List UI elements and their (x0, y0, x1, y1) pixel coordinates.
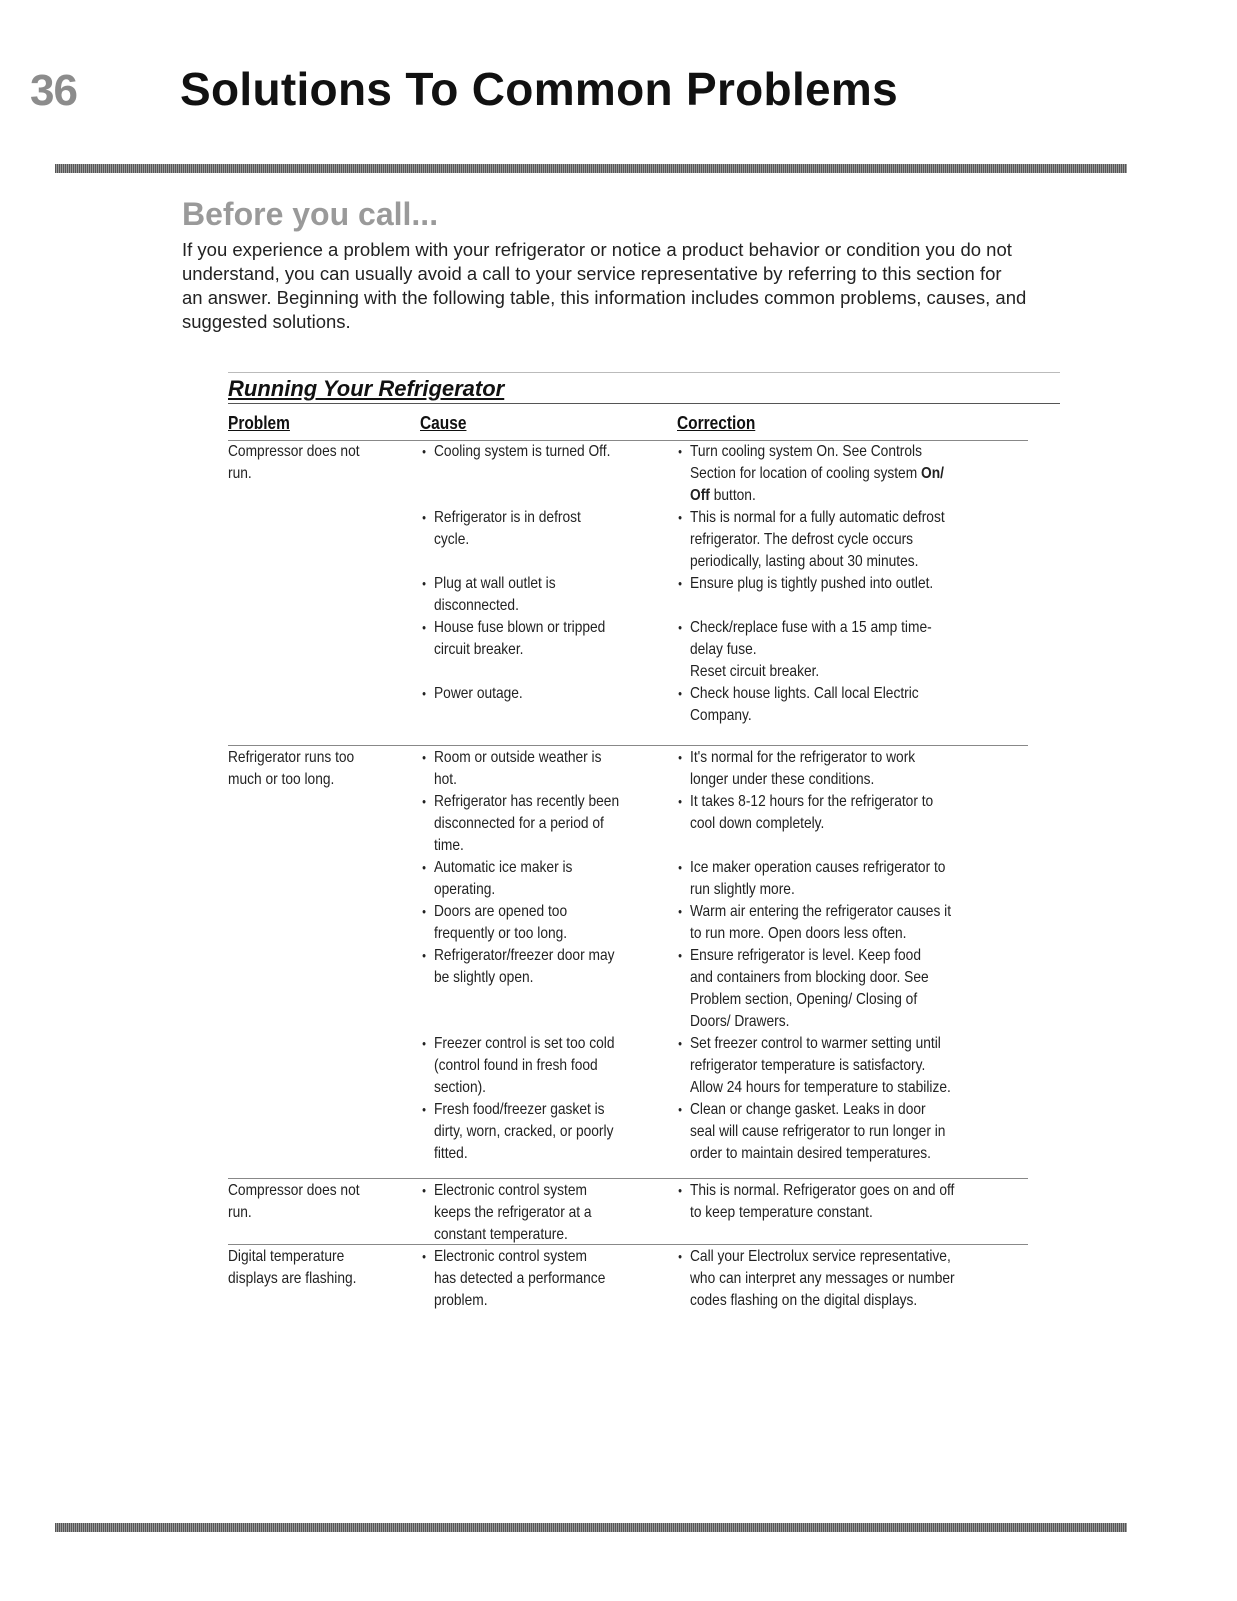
correction-item: ● This is normal. Refrigerator goes on and off (690, 1180, 954, 1202)
correction-item: ● Clean or change gasket. Leaks in door (690, 1099, 926, 1121)
problem-text: Compressor does not (228, 443, 360, 460)
cause-text: constant temperature. (434, 1226, 568, 1243)
correction-text: Problem section, Opening/ Closing of (690, 991, 918, 1008)
cause-item: ● Plug at wall outlet is (434, 573, 556, 595)
section-heading: Before you call... (182, 196, 439, 232)
intro-line: understand, you can usually avoid a call to your service representative by referring to this section for (182, 263, 1002, 284)
on-off-label: On/ (920, 465, 944, 482)
correction-text (690, 463, 944, 485)
correction-item: ● It's normal for the refrigerator to work (690, 747, 915, 769)
intro-line: suggested solutions. (182, 311, 351, 332)
cause-text: hot. (434, 771, 457, 788)
correction-text-part: button. (713, 487, 756, 504)
cause-item: ● Power outage. (434, 683, 523, 705)
problem-text: Digital temperature (228, 1248, 345, 1265)
correction-text: delay fuse. (690, 641, 757, 658)
correction-text: Allow 24 hours for temperature to stabilize. (690, 1079, 951, 1096)
cause-item: ● Refrigerator/freezer door may (434, 945, 614, 967)
correction-text: Doors/ Drawers. (690, 1013, 790, 1030)
correction-item: ● Turn cooling system On. See Controls (690, 441, 922, 463)
cause-text: fitted. (434, 1145, 468, 1162)
problem-text: much or too long. (228, 771, 335, 788)
page-header (30, 62, 1130, 122)
correction-item: ● Warm air entering the refrigerator causes it (690, 901, 951, 923)
correction-text: to keep temperature constant. (690, 1204, 873, 1221)
cause-text: dirty, worn, cracked, or poorly (434, 1123, 614, 1140)
correction-text: refrigerator. The defrost cycle occurs (690, 531, 914, 548)
footer-divider (55, 1523, 1127, 1532)
row-divider (228, 1244, 1028, 1245)
intro-line: an answer. Beginning with the following table, this information includes common problems, causes, and (182, 287, 1027, 308)
cause-item: ● Electronic control system (434, 1246, 587, 1268)
cause-item: ● Room or outside weather is (434, 747, 601, 769)
problem-text: Refrigerator runs too (228, 749, 355, 766)
correction-text: Reset circuit breaker. (690, 663, 820, 680)
column-header-problem: Problem (228, 413, 290, 433)
cause-text: time. (434, 837, 464, 854)
problem-text: run. (228, 465, 252, 482)
cause-item: ● Refrigerator has recently been (434, 791, 619, 813)
correction-text: longer under these conditions. (690, 771, 875, 788)
cause-text: operating. (434, 881, 496, 898)
cause-item: ● Electronic control system (434, 1180, 587, 1202)
cause-text: cycle. (434, 531, 470, 548)
row-divider (228, 745, 1028, 746)
correction-item: ● Ice maker operation causes refrigerator to (690, 857, 945, 879)
table-title: Running Your Refrigerator (228, 376, 505, 401)
correction-text: and containers from blocking door. See (690, 969, 929, 986)
cause-item: ● Cooling system is turned Off. (434, 441, 610, 463)
correction-item: ● This is normal for a fully automatic defrost (690, 507, 945, 529)
problem-text: Compressor does not (228, 1182, 360, 1199)
correction-text: run slightly more. (690, 881, 795, 898)
correction-text: refrigerator temperature is satisfactory. (690, 1057, 926, 1074)
correction-text-part: Section for location of cooling system (690, 465, 918, 482)
row-divider (228, 1178, 1028, 1179)
cause-text: keeps the refrigerator at a (434, 1204, 592, 1221)
correction-item: ● Check house lights. Call local Electric (690, 683, 919, 705)
page-number: 36 (30, 66, 77, 115)
cause-text: problem. (434, 1292, 488, 1309)
header-divider (55, 164, 1127, 173)
correction-text: to run more. Open doors less often. (690, 925, 907, 942)
correction-text: who can interpret any messages or number (690, 1270, 955, 1287)
problem-text: displays are flashing. (228, 1270, 357, 1287)
problem-text: run. (228, 1204, 252, 1221)
correction-text: Company. (690, 707, 752, 724)
cause-item: ● Refrigerator is in defrost (434, 507, 581, 529)
intro-paragraph (182, 238, 1112, 334)
cause-text: circuit breaker. (434, 641, 524, 658)
cause-item: ● Doors are opened too (434, 901, 567, 923)
correction-item: ● Set freezer control to warmer setting until (690, 1033, 941, 1055)
page-title: Solutions To Common Problems (180, 63, 899, 115)
correction-text: periodically, lasting about 30 minutes. (690, 553, 919, 570)
cause-text: (control found in fresh food (434, 1057, 598, 1074)
correction-text: seal will cause refrigerator to run longer in (690, 1123, 946, 1140)
column-header-correction: Correction (677, 413, 756, 433)
cause-item: ● Freezer control is set too cold (434, 1033, 614, 1055)
correction-item: ● Call your Electrolux service representative, (690, 1246, 951, 1268)
column-header-cause: Cause (420, 413, 467, 433)
correction-text (690, 485, 756, 507)
cause-item: ● Fresh food/freezer gasket is (434, 1099, 605, 1121)
correction-text: order to maintain desired temperatures. (690, 1145, 931, 1162)
cause-text: disconnected. (434, 597, 519, 614)
table-top-rule (228, 372, 1060, 373)
cause-item: ● House fuse blown or tripped (434, 617, 605, 639)
cause-text: disconnected for a period of (434, 815, 604, 832)
cause-item: ● Automatic ice maker is (434, 857, 572, 879)
cause-text: frequently or too long. (434, 925, 568, 942)
cause-text: be slightly open. (434, 969, 534, 986)
correction-item: ● Ensure plug is tightly pushed into outlet. (690, 573, 933, 595)
correction-item: ● Check/replace fuse with a 15 amp time- (690, 617, 932, 639)
correction-text: codes flashing on the digital displays. (690, 1292, 918, 1309)
intro-line: If you experience a problem with your refrigerator or notice a product behavior or condition you do not (182, 239, 1012, 260)
table-title-underline (228, 403, 1060, 404)
cause-text: has detected a performance (434, 1270, 606, 1287)
correction-text: cool down completely. (690, 815, 825, 832)
correction-item: ● It takes 8-12 hours for the refrigerator to (690, 791, 933, 813)
cause-text: section). (434, 1079, 487, 1096)
correction-item: ● Ensure refrigerator is level. Keep food (690, 945, 921, 967)
off-label: Off (690, 487, 710, 504)
